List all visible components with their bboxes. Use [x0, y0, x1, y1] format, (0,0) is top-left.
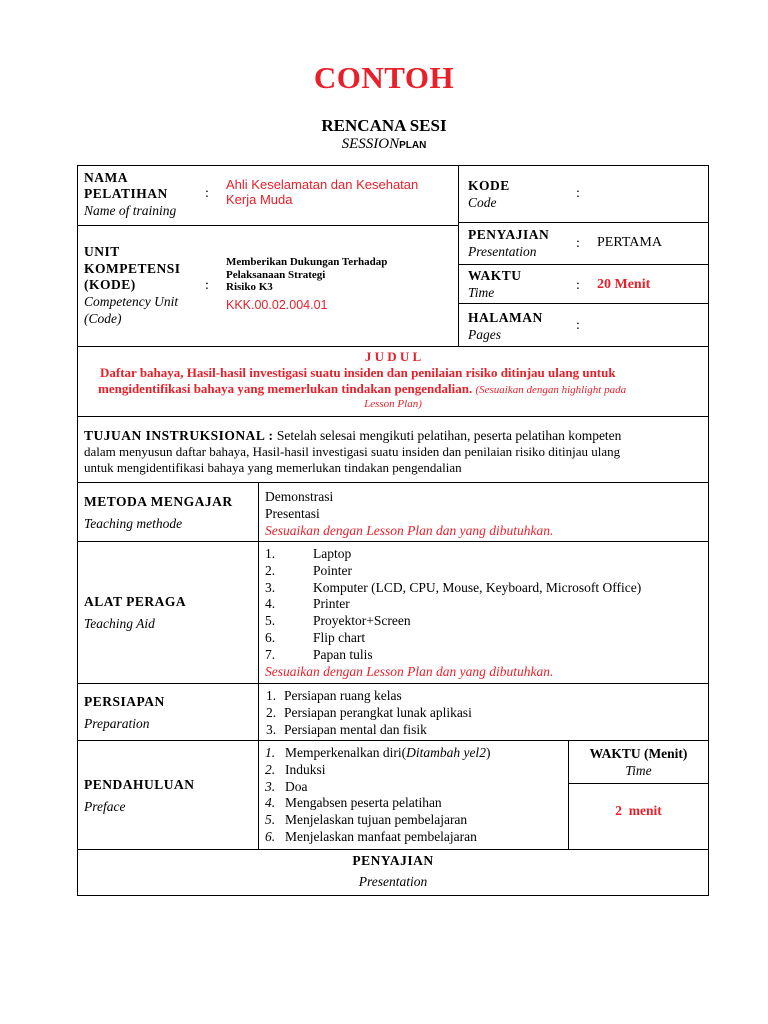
tujuan-label: TUJUAN INSTRUKSIONAL :: [84, 428, 274, 443]
halaman-label: HALAMAN: [468, 310, 543, 325]
unit-code: KKK.00.02.004.01: [226, 298, 328, 312]
alat-en: Teaching Aid: [84, 616, 155, 631]
unit-en: Competency Unit: [84, 294, 179, 309]
penyajian-en: Presentation: [468, 244, 537, 259]
list-item: 2. Persiapan perangkat lunak aplikasi: [266, 704, 472, 720]
judul-heading: J U D U L: [364, 349, 422, 364]
list-item: 5. Menjelaskan tujuan pembelajaran: [265, 812, 468, 828]
list-item: 4. Printer: [265, 596, 350, 612]
metoda-en: Teaching methode: [84, 516, 183, 531]
pendahuluan-waktu-en: Time: [625, 763, 652, 778]
judul-line2: mengidentifikasi bahaya yang memerlukan tindakan pengendalian. (Sesuaikan dengan highlight pada: [98, 381, 627, 396]
waktu-en: Time: [468, 285, 495, 300]
list-item: 1. Memperkenalkan diri( Ditambah yel2 ): [265, 745, 491, 760]
judul-note: Lesson Plan): [364, 398, 422, 410]
persiapan-list: [266, 688, 472, 738]
list-item: 3. Doa: [265, 778, 308, 794]
pendahuluan-label: PENDAHULUAN: [84, 777, 195, 792]
waktu-label: WAKTU: [468, 268, 522, 283]
nama-value: Ahli Keselamatan dan Kesehatan Kerja Muda: [226, 177, 419, 207]
list-item: 1. Laptop: [265, 546, 352, 561]
list-item: 6. Flip chart: [265, 629, 366, 645]
penyajian-footer-label: PENYAJIAN: [352, 853, 434, 868]
halaman-en: Pages: [468, 327, 501, 342]
list-item: 2. Induksi: [265, 761, 326, 777]
metoda-list: Demonstrasi Presentasi Sesuaikan dengan Lesson Plan dan yang dibutuhkan.: [265, 489, 554, 538]
document-title: CONTOH: [313, 60, 455, 95]
list-item: 6. Menjelaskan manfaat pembelajaran: [265, 828, 477, 844]
list-item: 1. Persiapan ruang kelas: [266, 688, 402, 703]
unit-value: Memberikan Dukungan Terhadap Pelaksanaan Strategi Risiko K3: [226, 256, 388, 294]
unit-label: UNIT: [84, 244, 120, 259]
tujuan-line3: untuk mengidentifikasi bahaya yang memerlukan tindakan pengendalian: [84, 460, 462, 475]
list-item: 3. Persiapan mental dan fisik: [266, 721, 427, 737]
judul-line1: Daftar bahaya, Hasil-hasil investigasi suatu insiden dan penilaian risiko ditinjau ulang untuk: [100, 365, 616, 380]
nama-label: NAMA: [84, 170, 128, 185]
document-subtitle-en: [0, 136, 768, 153]
tujuan-line1: Setelah selesai mengikuti pelatihan, peserta pelatihan kompeten: [276, 428, 622, 443]
pendahuluan-list: [265, 745, 490, 846]
list-item: 4. Mengabsen peserta pelatihan: [265, 795, 442, 811]
penyajian-value: PERTAMA: [597, 235, 662, 250]
waktu-value: 20 Menit: [597, 277, 651, 292]
list-item: 3. Komputer (LCD, CPU, Mouse, Keyboard, Microsoft Office): [265, 579, 642, 595]
tujuan-line2: dalam menyusun daftar bahaya, Hasil-hasil investigasi suatu insiden dan penilaian risiko ditinjau ulang: [84, 444, 621, 459]
alat-list: [265, 546, 641, 680]
pendahuluan-en: Preface: [84, 799, 126, 814]
document-subtitle: RENCANA SESI: [321, 116, 447, 135]
alat-note: Sesuaikan dengan Lesson Plan dan yang dibutuhkan.: [265, 663, 554, 679]
penyajian-footer-en: Presentation: [358, 874, 428, 889]
list-item: 5. Proyektor+Screen: [265, 613, 411, 629]
pendahuluan-waktu-value: 2 menit: [615, 803, 662, 818]
nama-en: Name of training: [84, 203, 177, 218]
kode-en: Code: [468, 195, 497, 210]
kode-label: KODE: [468, 178, 510, 193]
subtitle-plan: PLAN: [399, 140, 427, 151]
metoda-label: METODA MENGAJAR: [84, 494, 233, 509]
alat-label: ALAT PERAGA: [84, 594, 187, 609]
pendahuluan-waktu-label: WAKTU (Menit): [589, 746, 688, 761]
persiapan-en: Preparation: [84, 716, 150, 731]
subtitle-session: SESSION: [341, 136, 400, 152]
persiapan-label: PERSIAPAN: [84, 694, 165, 709]
list-item: 7. Papan tulis: [265, 646, 373, 662]
penyajian-label: PENYAJIAN: [468, 227, 550, 242]
list-item: 2. Pointer: [265, 562, 352, 578]
metoda-note: Sesuaikan dengan Lesson Plan dan yang dibutuhkan.: [265, 523, 554, 538]
pelatihan-label: PELATIHAN: [84, 186, 168, 201]
